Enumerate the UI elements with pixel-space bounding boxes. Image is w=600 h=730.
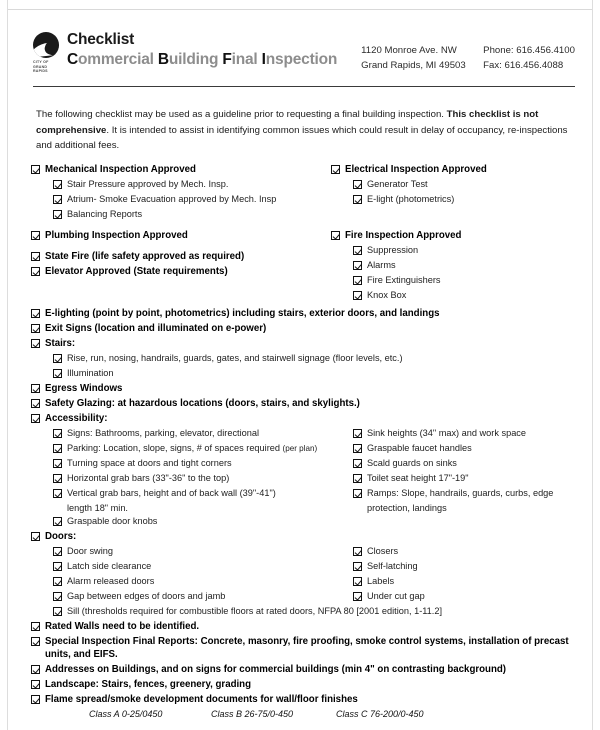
checkbox-checked-icon[interactable] bbox=[353, 577, 362, 586]
checkbox-checked-icon[interactable] bbox=[353, 195, 362, 204]
checklist-item[interactable] bbox=[53, 442, 331, 455]
logo-caption-line-1: CITY OF bbox=[33, 60, 49, 64]
checklist-item[interactable] bbox=[331, 229, 577, 242]
checklist-item-label: Graspable faucet handles bbox=[367, 443, 472, 453]
checklist-item-label: Flame spread/smoke development documents for wall/floor finishes bbox=[45, 694, 358, 705]
checklist-item-label: Graspable door knobs bbox=[67, 516, 158, 526]
checklist-item[interactable] bbox=[331, 163, 577, 176]
section-stairs bbox=[31, 337, 577, 380]
checkbox-checked-icon[interactable] bbox=[31, 637, 40, 646]
checkbox-checked-icon[interactable] bbox=[353, 547, 362, 556]
checklist-item[interactable] bbox=[31, 322, 577, 335]
checkbox-checked-icon[interactable] bbox=[31, 622, 40, 631]
checklist-item-label: E-light (photometrics) bbox=[367, 194, 455, 204]
checkbox-checked-icon[interactable] bbox=[353, 180, 362, 189]
checklist-item-label: Exit Signs (location and illuminated on e-power) bbox=[45, 323, 267, 334]
checkbox-checked-icon[interactable] bbox=[53, 577, 62, 586]
checkbox-checked-icon[interactable] bbox=[353, 592, 362, 601]
flame-class-b: Class B 26-75/0-450 bbox=[211, 709, 294, 719]
checklist-item[interactable] bbox=[31, 265, 331, 278]
checklist-item[interactable] bbox=[353, 472, 577, 485]
checkbox-checked-icon[interactable] bbox=[31, 399, 40, 408]
checkbox-checked-icon[interactable] bbox=[331, 231, 340, 240]
checkbox-checked-icon[interactable] bbox=[353, 291, 362, 300]
section-mechanical-electrical bbox=[31, 163, 577, 223]
checklist-item-label: Plumbing Inspection Approved bbox=[45, 230, 188, 241]
checkbox-checked-icon[interactable] bbox=[53, 489, 62, 498]
checklist-item-label: Self-latching bbox=[367, 561, 418, 571]
checklist-item[interactable] bbox=[31, 620, 577, 633]
checklist-item-label: Stair Pressure approved by Mech. Insp. bbox=[67, 179, 229, 189]
checklist-item-label: Vertical grab bars, height and of back wall (39"-41") bbox=[67, 488, 276, 498]
checklist-item[interactable] bbox=[53, 367, 577, 380]
checklist-item[interactable] bbox=[353, 545, 577, 558]
checklist-item[interactable] bbox=[31, 635, 577, 661]
checklist-item-label: Signs: Bathrooms, parking, elevator, directional bbox=[67, 428, 260, 438]
checkbox-checked-icon[interactable] bbox=[353, 261, 362, 270]
checkbox-checked-icon[interactable] bbox=[53, 474, 62, 483]
checklist-item-label: Under cut gap bbox=[367, 591, 425, 601]
checklist-item-label: Alarm released doors bbox=[67, 576, 155, 586]
checklist-item[interactable] bbox=[53, 545, 331, 558]
checklist-item[interactable] bbox=[353, 560, 577, 573]
checkbox-checked-icon[interactable] bbox=[53, 459, 62, 468]
title-checklist: Checklist bbox=[67, 31, 135, 48]
checklist-item[interactable] bbox=[31, 397, 577, 410]
flame-class-c: Class C 76-200/0-450 bbox=[336, 709, 424, 719]
checklist-item-label: Sill (thresholds required for combustible floors at rated doors, NFPA 80 [2001 edition, 1-11.2] bbox=[67, 606, 443, 616]
checklist-item-label: Safety Glazing: at hazardous locations (doors, stairs, and skylights.) bbox=[45, 398, 360, 409]
checkbox-checked-icon[interactable] bbox=[353, 444, 362, 453]
checklist-item-label: Scald guards on sinks bbox=[367, 458, 457, 468]
checklist-item-label: Toilet seat height 17"-19" bbox=[367, 473, 469, 483]
checkbox-checked-icon[interactable] bbox=[53, 607, 62, 616]
checklist-item[interactable] bbox=[31, 678, 577, 691]
logo bbox=[33, 30, 63, 74]
checklist-item[interactable] bbox=[31, 530, 577, 543]
page-right-edge bbox=[592, 0, 600, 730]
checkbox-checked-icon[interactable] bbox=[31, 165, 40, 174]
checklist-item-label: E-lighting (point by point, photometrics) including stairs, exterior doors, and landings bbox=[45, 308, 440, 319]
logo-caption-line-3: RAPIDS bbox=[33, 69, 48, 74]
checkbox-checked-icon[interactable] bbox=[353, 489, 362, 498]
checklist-item[interactable] bbox=[353, 259, 577, 272]
checklist-item-label: Knox Box bbox=[367, 290, 407, 300]
checkbox-checked-icon[interactable] bbox=[53, 592, 62, 601]
checklist-item[interactable] bbox=[53, 457, 331, 470]
checklist-item-label: Generator Test bbox=[367, 179, 428, 189]
checklist-item[interactable] bbox=[53, 590, 331, 603]
checkbox-checked-icon[interactable] bbox=[31, 252, 40, 261]
section-plumbing-fire bbox=[31, 229, 577, 304]
checklist-item[interactable] bbox=[353, 442, 577, 455]
checklist-item-label: Sink heights (34" max) and work space bbox=[367, 428, 527, 438]
checkbox-checked-icon[interactable] bbox=[353, 474, 362, 483]
checklist-item[interactable] bbox=[353, 457, 577, 470]
section-lighting-exits bbox=[31, 307, 577, 335]
checkbox-checked-icon[interactable] bbox=[53, 562, 62, 571]
checklist-item-label: Alarms bbox=[367, 260, 396, 270]
checklist-item[interactable] bbox=[31, 382, 577, 395]
checkbox-checked-icon[interactable] bbox=[53, 429, 62, 438]
checklist-item-label: Door swing bbox=[67, 546, 113, 556]
checklist-item[interactable] bbox=[31, 250, 331, 263]
checkbox-checked-icon[interactable] bbox=[31, 231, 40, 240]
checkbox-checked-icon[interactable] bbox=[31, 267, 40, 276]
checklist-item[interactable] bbox=[53, 575, 331, 588]
section-egress-glazing bbox=[31, 382, 577, 410]
checkbox-checked-icon[interactable] bbox=[53, 180, 62, 189]
checkbox-checked-icon[interactable] bbox=[31, 680, 40, 689]
contact-info bbox=[361, 30, 575, 73]
checklist-item[interactable] bbox=[31, 163, 331, 176]
checklist-item[interactable] bbox=[53, 352, 577, 365]
checklist-item-note: (per plan) bbox=[282, 444, 318, 453]
checklist-item-label: Gap between edges of doors and jamb bbox=[67, 591, 226, 601]
checkbox-checked-icon[interactable] bbox=[53, 195, 62, 204]
checkbox-checked-icon[interactable] bbox=[31, 695, 40, 704]
checklist-item[interactable] bbox=[353, 193, 577, 206]
checkbox-checked-icon[interactable] bbox=[53, 517, 62, 526]
checklist-item-label: Stairs: bbox=[45, 338, 76, 349]
checklist-item-label: Ramps: Slope, handrails, guards, curbs, edge bbox=[367, 488, 554, 498]
checklist-item[interactable] bbox=[353, 427, 577, 440]
checklist-item-label: Addresses on Buildings, and on signs for commercial buildings (min 4" on contrasting background) bbox=[45, 664, 507, 675]
checklist-item-label: Horizontal grab bars (33"-36" to the top) bbox=[67, 473, 230, 483]
checklist-body bbox=[31, 163, 577, 719]
checklist-item-label: Rated Walls need to be identified. bbox=[45, 621, 200, 632]
city-seal-icon bbox=[33, 32, 59, 58]
checkbox-checked-icon[interactable] bbox=[53, 210, 62, 219]
checkbox-checked-icon[interactable] bbox=[353, 246, 362, 255]
checkbox-checked-icon[interactable] bbox=[353, 276, 362, 285]
checklist-item-label: Egress Windows bbox=[45, 383, 123, 394]
checklist-item[interactable] bbox=[53, 560, 331, 573]
intro-paragraph: The following checklist may be used as a guideline prior to requesting a final building inspection. This checklist is not comprehensive. It is intended to assist in identifying common issues which could result in delay of occupancy, re-inspections and additional fees. bbox=[36, 109, 568, 152]
checklist-item[interactable] bbox=[31, 693, 577, 706]
checklist-item[interactable] bbox=[31, 229, 331, 242]
address-street: 1120 Monroe Ave. NW bbox=[361, 45, 457, 56]
page-top-edge bbox=[0, 0, 600, 10]
flame-class-a: Class A 0-25/0450 bbox=[89, 709, 163, 719]
checklist-item[interactable] bbox=[53, 178, 331, 191]
checklist-item[interactable] bbox=[53, 605, 577, 618]
checklist-item[interactable] bbox=[53, 193, 331, 206]
checklist-item[interactable] bbox=[31, 663, 577, 676]
checklist-item[interactable] bbox=[353, 274, 577, 287]
checkbox-checked-icon[interactable] bbox=[31, 414, 40, 423]
checklist-item-label: Mechanical Inspection Approved bbox=[45, 164, 196, 175]
checklist-item[interactable] bbox=[353, 289, 577, 302]
checklist-item-label: Suppression bbox=[367, 245, 419, 255]
document-header bbox=[33, 30, 573, 74]
section-accessibility bbox=[31, 412, 577, 530]
section-doors bbox=[31, 530, 577, 618]
contact-phone: Phone: 616.456.4100 bbox=[483, 45, 575, 56]
checklist-item-label: Turning space at doors and tight corners bbox=[67, 458, 232, 468]
checklist-item-label: Rise, run, nosing, handrails, guards, gates, and stairwell signage (floor levels, etc.) bbox=[67, 353, 403, 363]
checklist-item-label: Electrical Inspection Approved bbox=[345, 164, 487, 175]
checklist-item[interactable] bbox=[31, 307, 577, 320]
checklist-item[interactable] bbox=[53, 427, 331, 440]
checklist-item-label: Special Inspection Final Reports: Concrete, masonry, fire proofing, smoke control systems, installation of precast units, and EIFS. bbox=[45, 636, 569, 660]
checklist-item-label: Latch side clearance bbox=[67, 561, 152, 571]
checklist-item-label: Labels bbox=[367, 576, 395, 586]
page-left-edge bbox=[0, 0, 8, 730]
checklist-item-label: Accessibility: bbox=[45, 413, 108, 424]
logo-caption-line-2: GRAND bbox=[33, 64, 48, 69]
checkbox-checked-icon[interactable] bbox=[53, 369, 62, 378]
checkbox-checked-icon[interactable] bbox=[31, 532, 40, 541]
checkbox-checked-icon[interactable] bbox=[331, 165, 340, 174]
section-final-items bbox=[31, 620, 577, 719]
checklist-item[interactable] bbox=[53, 487, 331, 500]
checkbox-checked-icon[interactable] bbox=[53, 354, 62, 363]
checkbox-checked-icon[interactable] bbox=[31, 309, 40, 318]
checkbox-checked-icon[interactable] bbox=[353, 459, 362, 468]
checkbox-checked-icon[interactable] bbox=[353, 429, 362, 438]
checklist-item[interactable] bbox=[353, 575, 577, 588]
checklist-item-label: Elevator Approved (State requirements) bbox=[45, 266, 228, 277]
checklist-item[interactable] bbox=[31, 412, 577, 425]
checklist-item-label: Closers bbox=[367, 546, 399, 556]
checklist-item-continuation: protection, landings bbox=[367, 503, 447, 513]
page-title bbox=[67, 30, 337, 70]
header-divider bbox=[33, 86, 575, 87]
checklist-item-label: Landscape: Stairs, fences, greenery, grading bbox=[45, 679, 252, 690]
contact-fax: Fax: 616.456.4088 bbox=[483, 59, 564, 71]
checkbox-checked-icon[interactable] bbox=[353, 562, 362, 571]
checklist-item[interactable] bbox=[353, 244, 577, 257]
checklist-item-continuation: length 18" min. bbox=[67, 503, 128, 513]
flame-class-row bbox=[89, 709, 577, 719]
checkbox-checked-icon[interactable] bbox=[31, 324, 40, 333]
checklist-item[interactable] bbox=[53, 472, 331, 485]
checklist-item-label: Doors: bbox=[45, 531, 77, 542]
address-city-state-zip: Grand Rapids, MI 49503 bbox=[361, 59, 466, 71]
checklist-item[interactable] bbox=[53, 515, 331, 528]
checklist-item[interactable] bbox=[353, 178, 577, 191]
checkbox-checked-icon[interactable] bbox=[31, 339, 40, 348]
checkbox-checked-icon[interactable] bbox=[53, 444, 62, 453]
checklist-item[interactable] bbox=[53, 208, 331, 221]
checklist-item[interactable] bbox=[353, 487, 577, 500]
checklist-item-label: Fire Extinguishers bbox=[367, 275, 441, 285]
checklist-item[interactable] bbox=[31, 337, 577, 350]
checkbox-checked-icon[interactable] bbox=[31, 665, 40, 674]
logo-caption bbox=[33, 60, 61, 74]
checklist-item-label: Parking: Location, slope, signs, # of spaces required (per plan) bbox=[67, 443, 318, 453]
checkbox-checked-icon[interactable] bbox=[53, 547, 62, 556]
title-subtitle: Commercial Building Final Inspection bbox=[67, 51, 338, 68]
checklist-item-label: Atrium- Smoke Evacuation approved by Mech. Insp bbox=[67, 194, 277, 204]
checklist-item-label: State Fire (life safety approved as required) bbox=[45, 251, 245, 262]
checklist-item-label: Fire Inspection Approved bbox=[345, 230, 462, 241]
checklist-item-label: Balancing Reports bbox=[67, 209, 143, 219]
checklist-item-label: Illumination bbox=[67, 368, 114, 378]
checkbox-checked-icon[interactable] bbox=[31, 384, 40, 393]
checklist-item[interactable] bbox=[353, 590, 577, 603]
